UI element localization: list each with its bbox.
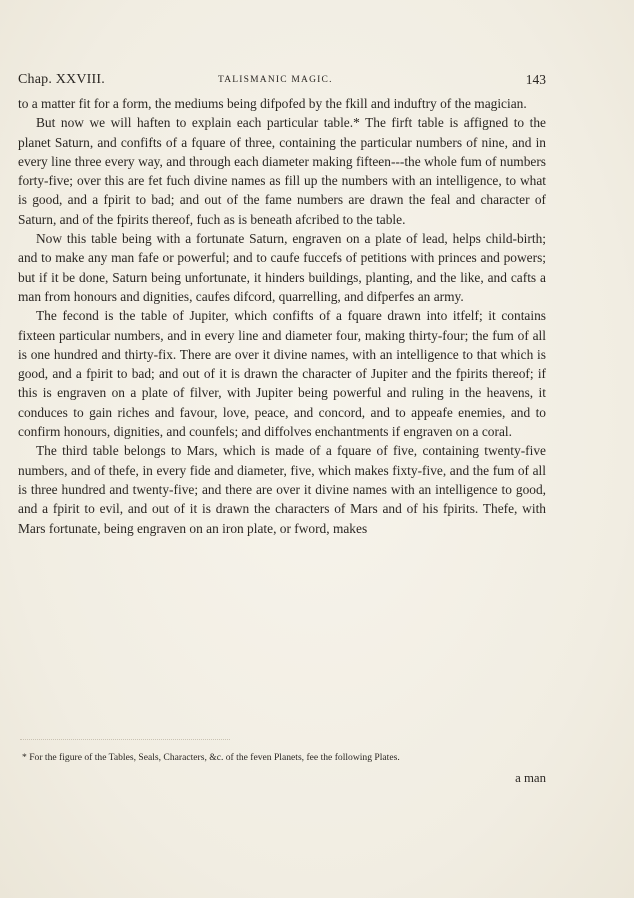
paragraph-3: Now this table being with a fortunate Saturn, engraven on a plate of lead, helps child-birth; and to make any man fafe or powerful; and to caufe fuccefs of petitions with princes and powers; but if it be done, Saturn being unfortunate, it hinders buildings, planting, and the like, and cafts a man from honours and dignities, caufes difcord, quarrelling, and difperfes an army. [18, 231, 546, 304]
paragraph-4: The fecond is the table of Jupiter, which confifts of a fquare drawn into itfelf; it contains fixteen particular numbers, and in every line and diameter four, making thirty-four; the fum of all is one hundred and thirty-fix. There are over it divine names, with an intelligence to that which is good, and a fpirit to bad; and out of it is drawn the character of Jupiter and the fpirits thereof; if this is engraven on a plate of filver, with Jupiter being powerful and ruling in the heavens, it conduces to gain riches and favour, love, peace, and concord, and to appeafe enemies, and to confirm honours, dignities, and counfels; and diffolves enchantments if engraven on a coral. [18, 308, 546, 440]
running-title: TALISMANIC MAGIC. [218, 75, 333, 85]
body-text [18, 94, 546, 538]
footnote-divider [20, 739, 230, 746]
paragraph-5: The third table belongs to Mars, which is made of a fquare of five, containing twenty-five numbers, and of thefe, in every fide and diameter, five, which makes fixty-five, and the fum of all is three hundred and twenty-five; and there are over it divine names with an intelligence to good, and a fpirit to evil, and out of it is drawn the characters of Mars and of his fpirits. Thefe, with Mars fortunate, being engraven on an iron plate, or fword, makes [18, 443, 546, 536]
chapter-heading: Chap. XXVIII. [18, 72, 105, 87]
footnote: * For the figure of the Tables, Seals, Characters, &c. of the feven Planets, fee the following Plates. [22, 752, 400, 763]
page-number: 143 [525, 72, 546, 87]
paragraph-2: But now we will haften to explain each particular table.* The firft table is affigned to the planet Saturn, and confifts of a fquare of three, containing the particular numbers of nine, and in every line three every way, and through each diameter making fifteen---the whole fum of numbers forty-five; over this are fet fuch divine names as fill up the numbers with an intelligence, to what is good, and a fpirit to bad; and out of the fame numbers are drawn the feal and character of Saturn, and of the fpirits thereof, fuch as is beneath afcribed to the table. [18, 115, 546, 227]
paragraph-1: to a matter fit for a form, the mediums being difpofed by the fkill and induftry of the magician. [18, 96, 527, 111]
catchword: a man [515, 771, 546, 785]
page-header [18, 72, 546, 90]
